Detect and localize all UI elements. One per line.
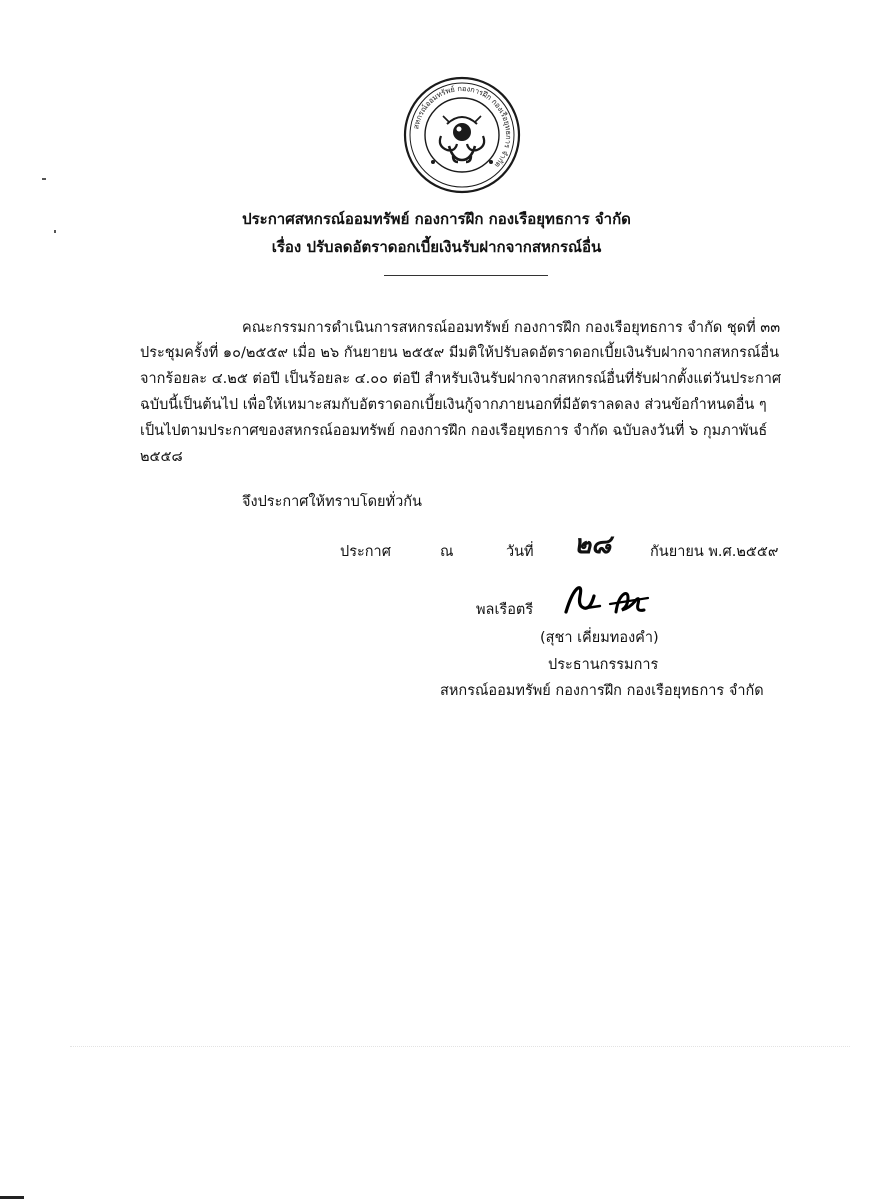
body-line: เป็นไปตามประกาศของสหกรณ์ออมทรัพย์ กองการฝึก กองเรือยุทธการ จำกัด ฉบับลงวันที่ ๖ กุมภาพันธ์ xyxy=(140,423,768,439)
body-line: คณะกรรมการดำเนินการสหกรณ์ออมทรัพย์ กองการฝึก กองเรือยุทธการ จำกัด ชุดที่ ๓๓ xyxy=(242,320,781,336)
title-divider xyxy=(384,275,548,276)
signatory-organization: สหกรณ์ออมทรัพย์ กองการฝึก กองเรือยุทธการ จำกัด xyxy=(440,683,764,699)
body-line: ฉบับนี้เป็นต้นไป เพื่อให้เหมาะสมกับอัตราดอกเบี้ยเงินกู้จากภายนอกที่มีอัตราลดลง ส่วนข้อกำหนดอื่น ๆ xyxy=(140,397,767,413)
document-title: ประกาศสหกรณ์ออมทรัพย์ กองการฝึก กองเรือยุทธการ จำกัด xyxy=(242,210,631,228)
signatory-rank: พลเรือตรี xyxy=(476,602,534,618)
body-line: ประชุมครั้งที่ ๑๐/๒๕๕๙ เมื่อ ๒๖ กันยายน ๒๕๕๙ มีมติให้ปรับลดอัตราดอกเบี้ยเงินรับฝากจากสหกรณ์อื่น xyxy=(140,345,779,361)
scan-artifact xyxy=(70,1046,850,1048)
signatory-position: ประธานกรรมการ xyxy=(548,657,659,673)
svg-text:สหกรณ์ออมทรัพย์ กองการฝึก กองเ: สหกรณ์ออมทรัพย์ กองการฝึก กองเรือยุทธการ จำกัด xyxy=(411,83,514,170)
body-line: ๒๕๕๘ xyxy=(140,449,183,465)
scan-speck xyxy=(42,178,46,180)
scan-corner-mark xyxy=(0,1196,24,1199)
announce-label: ประกาศ xyxy=(340,544,391,560)
closing-statement: จึงประกาศให้ทราบโดยทั่วกัน xyxy=(242,494,422,510)
at-label: ณ xyxy=(440,544,454,560)
signatory-name: (สุชา เคี่ยมทองคำ) xyxy=(540,630,659,646)
organization-seal-icon xyxy=(403,76,521,194)
body-line: จากร้อยละ ๔.๒๕ ต่อปี เป็นร้อยละ ๔.๐๐ ต่อปี สำหรับเงินรับฝากจากสหกรณ์อื่นที่รับฝากตั้งแต่วันประกาศ xyxy=(140,371,782,387)
document-subject: เรื่อง ปรับลดอัตราดอกเบี้ยเงินรับฝากจากสหกรณ์อื่น xyxy=(271,238,602,256)
handwritten-signature-icon xyxy=(560,582,660,622)
announce-date: กันยายน พ.ศ.๒๕๕๙ xyxy=(650,544,779,560)
handwritten-day: ๒๘ xyxy=(574,530,612,560)
day-label: วันที่ xyxy=(506,544,534,560)
